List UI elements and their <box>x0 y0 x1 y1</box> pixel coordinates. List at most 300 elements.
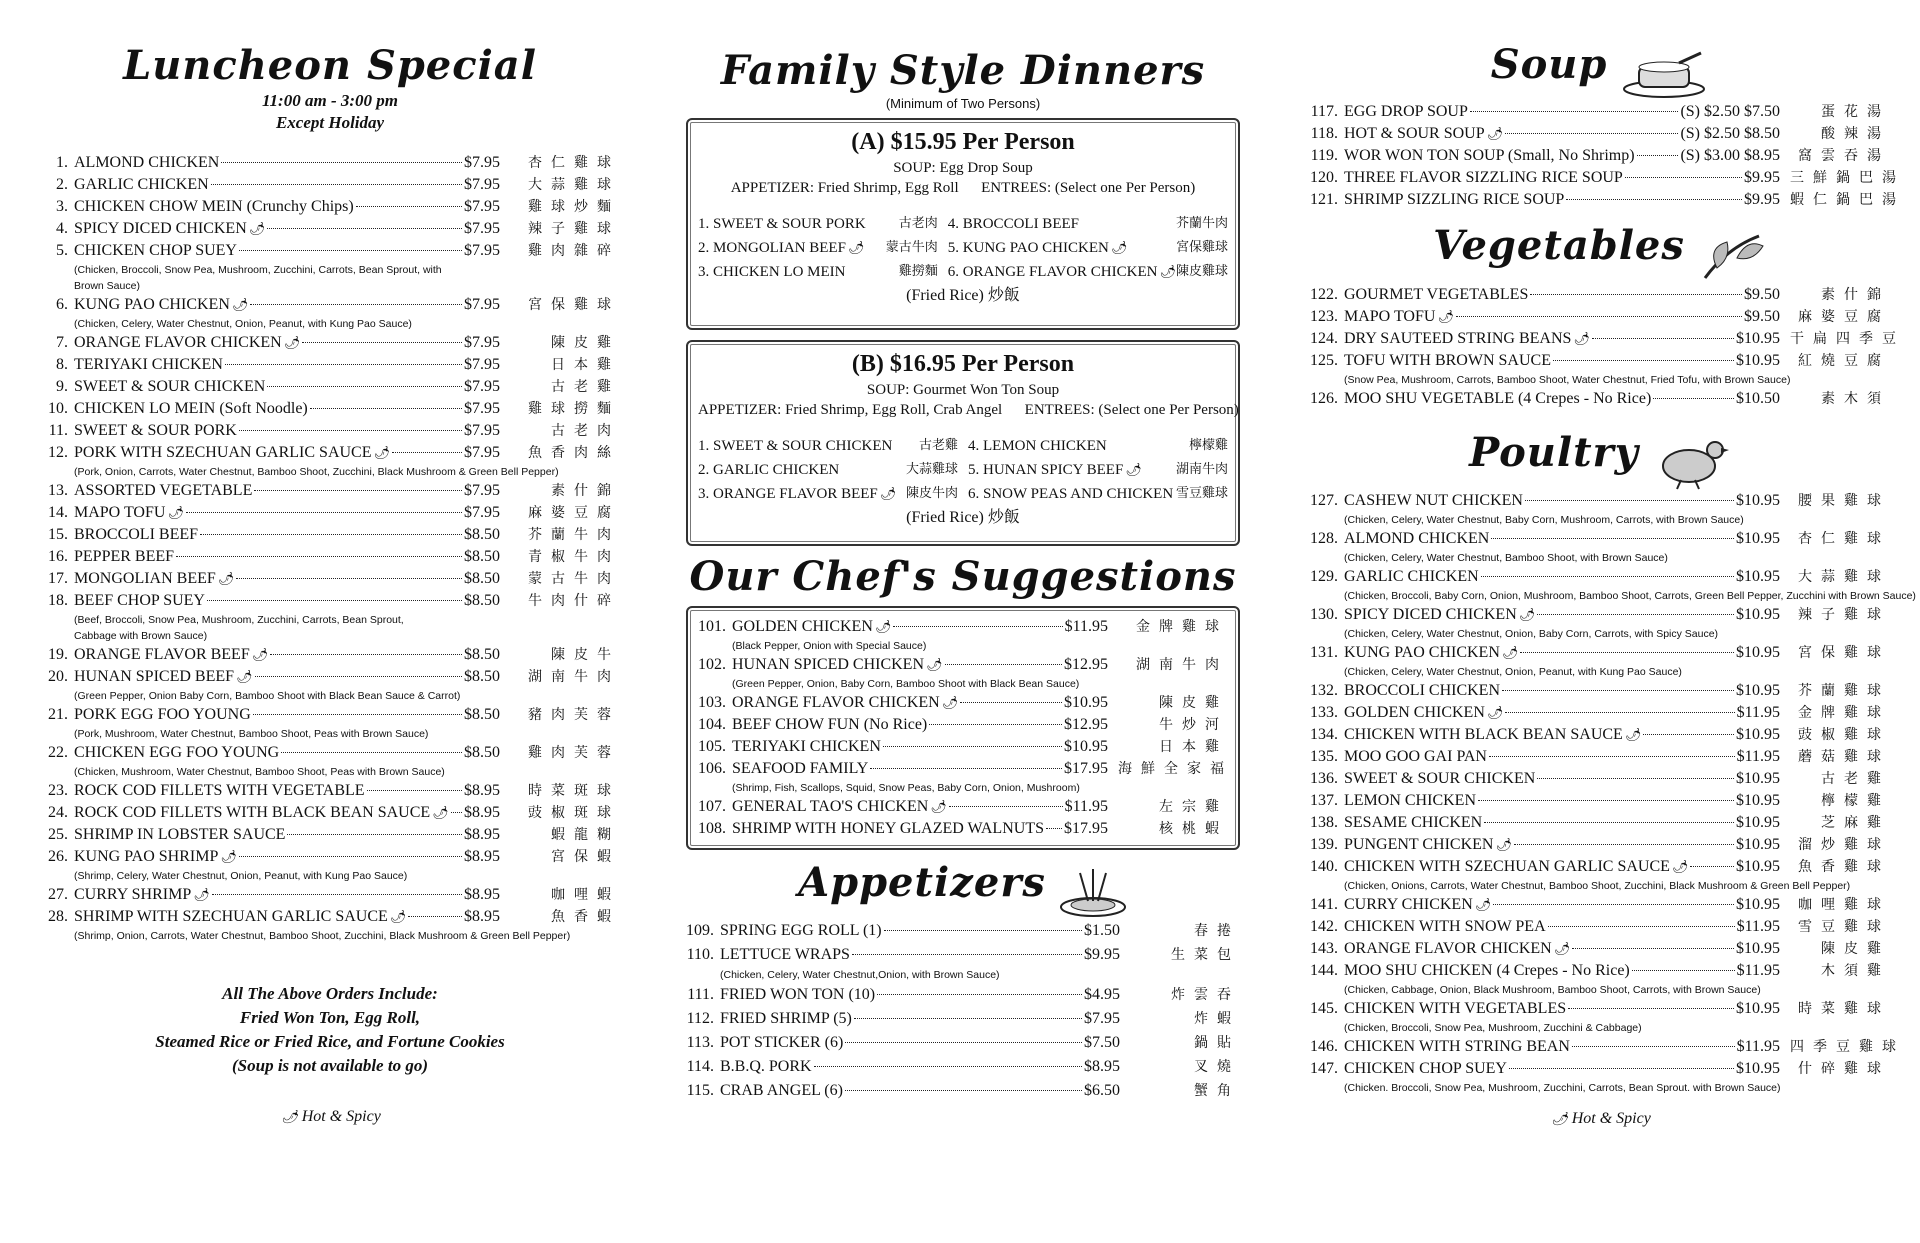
item-chinese-name: 日本雞 <box>1159 739 1228 755</box>
item-name: GOLDEN CHICKEN <box>732 618 873 635</box>
family-b-appetizer: APPETIZER: Fried Shrimp, Egg Roll, Crab Angel ENTREES: (Select one Per Person) <box>698 402 1239 418</box>
item-chinese-name: 蛋花湯 <box>1821 104 1890 121</box>
family-a-rice: (Fried Rice) 炒飯 <box>906 287 1020 304</box>
item-chinese-name: 古老雞 <box>1821 770 1890 787</box>
item-chinese-name: 素木須 <box>1821 390 1890 407</box>
dot-leader <box>1505 133 1678 134</box>
menu-item <box>1310 284 1890 306</box>
menu-item <box>686 1079 1240 1103</box>
menu-item <box>1310 350 1890 372</box>
dot-leader <box>1493 904 1734 905</box>
soup-pot-icon <box>1619 49 1709 99</box>
item-name: POT STICKER (6) <box>720 1034 844 1052</box>
item-description: (Snow Pea, Mushroom, Carrots, Bamboo Shoot, Water Chestnut, Fried Tofu, with Brown Sauce) <box>1344 373 1791 386</box>
dot-leader <box>1502 690 1734 691</box>
item-number: 102. <box>698 656 726 673</box>
vegetables-list <box>1310 284 1905 410</box>
item-number: 136. <box>1310 769 1338 787</box>
pepper-icon: 🌶 <box>1624 726 1642 742</box>
dot-leader <box>845 1090 1082 1091</box>
pepper-icon: 🌶 <box>930 799 947 814</box>
item-name: CHICKEN CHOP SUEY <box>1344 1059 1507 1077</box>
item-price: $10.95 <box>1736 999 1780 1017</box>
item-chinese-name: 陳皮雞 <box>551 335 620 351</box>
menu-item <box>40 240 620 262</box>
item-chinese-name: 大蒜雞球 <box>528 177 620 193</box>
item-chinese-name: 鍋貼 <box>1194 1035 1240 1052</box>
menu-item <box>40 420 620 442</box>
menu-item <box>40 546 620 568</box>
dot-leader <box>212 894 462 895</box>
item-name: ALMOND CHICKEN <box>1344 529 1490 547</box>
item-name: B.B.Q. PORK <box>720 1058 812 1076</box>
item-chinese-name: 雪豆雞球 <box>1798 918 1890 935</box>
item-number: 137. <box>1310 791 1338 809</box>
item-number: 128. <box>1310 529 1338 547</box>
item-name: PORK WITH SZECHUAN GARLIC SAUCE <box>74 444 372 461</box>
entree-name: 2. GARLIC CHICKEN <box>698 462 840 478</box>
dot-leader <box>207 600 462 601</box>
item-chinese-name: 牛肉什碎 <box>528 593 620 609</box>
pepper-icon: 🌶 <box>1671 858 1689 874</box>
dot-leader <box>1478 800 1734 801</box>
item-chinese-name: 麻婆豆腐 <box>528 505 620 521</box>
pepper-icon: 🌶 <box>167 505 184 520</box>
item-name: TOFU WITH BROWN SAUCE <box>1344 351 1551 369</box>
item-name: SWEET & SOUR CHICKEN <box>74 378 266 395</box>
item-number: 9. <box>56 378 68 395</box>
menu-item <box>40 742 620 764</box>
entree-chinese-name: 芥蘭牛肉 <box>1175 216 1228 231</box>
item-price: $9.50 <box>1744 307 1780 325</box>
item-description: Brown Sauce) <box>74 280 140 292</box>
pepper-icon: 🌶 <box>389 909 407 924</box>
dot-leader <box>225 364 462 365</box>
menu-item <box>1310 566 1890 588</box>
item-description: (Chicken, Broccoli, Snow Pea, Mushroom, Zucchini & Cabbage) <box>1344 1021 1642 1034</box>
dot-leader <box>1566 199 1742 200</box>
dot-leader <box>1690 866 1734 867</box>
hot-legend-label: Hot & Spicy <box>301 1108 381 1125</box>
item-price: $10.95 <box>1736 351 1780 369</box>
item-chinese-name: 杏仁雞球 <box>528 155 620 171</box>
menu-item <box>40 568 620 590</box>
item-description: (Chicken, Broccoli, Snow Pea, Mushroom, Zucchini, Carrots, Bean Sprout, with <box>74 264 442 276</box>
poultry-title: Poultry <box>1469 428 1639 476</box>
item-price: $8.50 <box>464 570 500 587</box>
item-price: (S) $2.50 $8.50 <box>1680 125 1780 143</box>
footer-line: Steamed Rice or Fried Rice, and Fortune Cookies <box>155 1032 505 1051</box>
item-price: $10.95 <box>1736 813 1780 831</box>
item-price: $11.95 <box>1736 1037 1780 1055</box>
dot-leader <box>1514 844 1734 845</box>
dot-leader <box>1530 294 1742 295</box>
item-number: 6. <box>56 296 68 313</box>
item-number: 4. <box>56 220 68 237</box>
pepper-icon: 🌶 <box>1110 240 1128 255</box>
family-entree <box>968 482 1228 506</box>
menu-item <box>40 332 620 354</box>
item-name: SHRIMP SIZZLING RICE SOUP <box>1344 191 1565 209</box>
item-chinese-name: 大蒜雞球 <box>1798 568 1890 585</box>
item-price: $4.95 <box>1084 986 1120 1004</box>
item-number: 18. <box>48 592 68 609</box>
item-number: 125. <box>1310 351 1338 369</box>
entree-chinese-name: 陳皮雞球 <box>1175 264 1228 279</box>
item-chinese-name: 素什錦 <box>1821 286 1890 303</box>
item-price: $10.95 <box>1736 895 1780 913</box>
dot-leader <box>239 430 462 431</box>
item-number: 105. <box>698 738 726 755</box>
item-price: $10.95 <box>1736 791 1780 809</box>
item-price: $11.95 <box>1736 747 1780 765</box>
dot-leader <box>854 1018 1082 1019</box>
item-name: KUNG PAO CHICKEN <box>1344 643 1500 661</box>
item-name: LEMON CHICKEN <box>1344 791 1476 809</box>
item-price: $9.95 <box>1744 191 1780 209</box>
item-description: (Chicken, Celery, Water Chestnut, Onion, Peanut, with Kung Pao Sauce) <box>1344 665 1682 678</box>
menu-item <box>1310 680 1890 702</box>
item-description: (Chicken, Celery, Water Chestnut, Baby Corn, Mushroom, Carrots, with Brown Sauce) <box>1344 513 1744 526</box>
item-price: $10.50 <box>1736 389 1780 407</box>
item-chinese-name: 左宗雞 <box>1159 799 1228 815</box>
luncheon-except: Except Holiday <box>275 113 385 132</box>
item-chinese-name: 腰果雞球 <box>1798 492 1890 509</box>
item-number: 142. <box>1310 917 1338 935</box>
luncheon-column <box>40 0 620 1126</box>
item-name: SHRIMP WITH HONEY GLAZED WALNUTS <box>732 820 1044 837</box>
item-number: 145. <box>1310 999 1338 1017</box>
hot-legend <box>40 1108 620 1126</box>
menu-item <box>40 802 620 824</box>
item-name: MOO SHU CHICKEN (4 Crepes - No Rice) <box>1344 961 1630 979</box>
item-price: $8.95 <box>464 804 500 821</box>
dot-leader <box>870 768 1062 769</box>
item-description: (Chicken, Celery, Water Chestnut,Onion, with Brown Sauce) <box>720 969 1000 982</box>
item-number: 117. <box>1310 103 1338 121</box>
item-name: KUNG PAO CHICKEN <box>74 296 230 313</box>
item-chinese-name: 叉燒 <box>1194 1059 1240 1076</box>
menu-item <box>686 1007 1240 1031</box>
menu-item <box>40 376 620 398</box>
entree-chinese-name: 古老肉 <box>898 216 938 231</box>
family-entree <box>698 434 958 458</box>
family-minimum: (Minimum of Two Persons) <box>885 96 1041 111</box>
item-price: $10.95 <box>1736 567 1780 585</box>
item-price: $10.95 <box>1736 857 1780 875</box>
item-chinese-name: 芝麻雞 <box>1821 814 1890 831</box>
right-column <box>1310 0 1916 1128</box>
menu-item <box>40 218 620 240</box>
pepper-icon: 🌶 <box>1474 896 1492 912</box>
menu-item <box>40 502 620 524</box>
menu-item <box>40 644 620 666</box>
item-name: CHICKEN LO MEIN (Soft Noodle) <box>74 400 308 417</box>
item-name: CHICKEN WITH SZECHUAN GARLIC SAUCE <box>1344 857 1670 875</box>
soup-list <box>1310 101 1905 211</box>
menu-item <box>40 294 620 316</box>
dot-leader <box>1632 970 1735 971</box>
item-price: $10.95 <box>1736 1059 1780 1077</box>
item-name: SPICY DICED CHICKEN <box>1344 605 1517 623</box>
menu-item <box>1310 998 1890 1020</box>
dot-leader <box>845 1042 1082 1043</box>
menu-item <box>698 758 1233 780</box>
item-number: 113. <box>686 1034 714 1052</box>
item-chinese-name: 蝦仁鍋巴湯 <box>1790 192 1905 209</box>
item-number: 27. <box>48 886 68 903</box>
item-name: MOO GOO GAI PAN <box>1344 747 1487 765</box>
item-name: SWEET & SOUR CHICKEN <box>1344 769 1536 787</box>
dot-leader <box>1456 316 1742 317</box>
item-chinese-name: 雞球炒麵 <box>528 199 620 215</box>
item-chinese-name: 辣子雞球 <box>1798 606 1890 623</box>
dot-leader <box>877 994 1082 995</box>
dot-leader <box>1553 360 1734 361</box>
menu-item <box>40 442 620 464</box>
item-number: 103. <box>698 694 726 711</box>
item-name: GARLIC CHICKEN <box>1344 567 1479 585</box>
dot-leader <box>945 664 1062 665</box>
family-entree <box>698 212 938 236</box>
item-chinese-name: 牛炒河 <box>1159 717 1228 733</box>
item-number: 23. <box>48 782 68 799</box>
item-name: SWEET & SOUR PORK <box>74 422 237 439</box>
pepper-icon: 🌶 <box>1495 836 1512 852</box>
item-price: $10.95 <box>1736 835 1780 853</box>
dot-leader <box>250 304 462 305</box>
dot-leader <box>1505 712 1734 713</box>
luncheon-hours: 11:00 am - 3:00 pm <box>262 91 398 110</box>
dot-leader <box>1572 1046 1735 1047</box>
item-name: HUNAN SPICED BEEF <box>74 668 235 685</box>
item-name: MONGOLIAN BEEF <box>74 570 216 587</box>
family-entree <box>698 458 958 482</box>
menu-item <box>1310 123 1890 145</box>
item-name: PORK EGG FOO YOUNG <box>74 706 251 723</box>
dot-leader <box>270 654 462 655</box>
item-name: SHRIMP IN LOBSTER SAUCE <box>74 826 286 843</box>
item-number: 14. <box>48 504 68 521</box>
family-a-title: (A) $15.95 Per Person <box>851 129 1075 155</box>
item-number: 2. <box>56 176 68 193</box>
item-chinese-name: 麻婆豆腐 <box>1798 308 1890 325</box>
appetizers-header <box>668 858 1258 919</box>
dot-leader <box>310 408 462 409</box>
item-name: LETTUCE WRAPS <box>720 946 850 964</box>
item-price: $7.95 <box>464 198 500 215</box>
pepper-icon: 🌶 <box>1486 126 1504 142</box>
entree-chinese-name: 蒙古牛肉 <box>885 240 938 255</box>
menu-item <box>1310 1058 1890 1080</box>
family-entree <box>948 260 1228 284</box>
menu-item <box>1310 145 1890 167</box>
dot-leader <box>1491 538 1734 539</box>
entree-name: 5. KUNG PAO CHICKEN 🌶 <box>947 240 1128 256</box>
item-name: MOO SHU VEGETABLE (4 Crepes - No Rice) <box>1344 389 1652 407</box>
item-price: $10.95 <box>1736 643 1780 661</box>
item-description: (Chicken, Onions, Carrots, Water Chestnut, Bamboo Shoot, Zucchini, Black Mushroom & Green Bell Pepper) <box>1344 879 1851 892</box>
item-chinese-name: 咖哩雞球 <box>1798 896 1890 913</box>
item-number: 17. <box>48 570 68 587</box>
menu-item <box>1310 768 1890 790</box>
dot-leader <box>281 752 462 753</box>
dot-leader <box>221 162 462 163</box>
item-price: $9.95 <box>1744 169 1780 187</box>
item-price: $7.95 <box>464 296 500 313</box>
appetizers-title: Appetizers <box>798 859 1046 906</box>
item-number: 134. <box>1310 725 1338 743</box>
pepper-icon: 🌶 <box>1553 940 1571 956</box>
dot-leader <box>267 386 462 387</box>
item-price: $8.50 <box>464 646 500 663</box>
item-chinese-name: 蒙古牛肉 <box>528 571 620 587</box>
item-chinese-name: 雞球撈麵 <box>528 401 620 417</box>
item-chinese-name: 陳皮雞 <box>1821 940 1890 957</box>
item-description: Cabbage with Brown Sauce) <box>74 630 208 642</box>
item-price: $8.95 <box>464 886 500 903</box>
item-number: 122. <box>1310 285 1338 303</box>
poultry-list <box>1310 490 1916 1096</box>
item-number: 22. <box>48 744 68 761</box>
dot-leader <box>814 1066 1082 1067</box>
item-number: 1. <box>56 154 68 171</box>
item-price: $11.95 <box>1064 618 1108 635</box>
menu-item <box>1310 388 1890 410</box>
item-name: ROCK COD FILLETS WITH VEGETABLE <box>74 782 365 799</box>
item-name: BEEF CHOP SUEY <box>74 592 205 609</box>
item-chinese-name: 豉椒雞球 <box>1798 726 1890 743</box>
item-chinese-name: 魚香肉絲 <box>528 445 620 461</box>
item-chinese-name: 酸辣湯 <box>1821 126 1890 143</box>
dot-leader <box>254 490 462 491</box>
item-name: CHICKEN WITH STRING BEAN <box>1344 1037 1570 1055</box>
dot-leader <box>392 452 462 453</box>
item-name: ORANGE FLAVOR BEEF <box>74 646 250 663</box>
menu-item <box>1310 490 1890 512</box>
item-description: (Pork, Onion, Carrots, Water Chestnut, Bamboo Shoot, Zucchini, Black Mushroom & Green Bell Pepper) <box>74 466 559 478</box>
item-chinese-name: 芥蘭牛肉 <box>528 527 620 543</box>
dot-leader <box>236 578 462 579</box>
item-number: 108. <box>698 820 726 837</box>
vegetables-header <box>1310 221 1890 283</box>
item-price: $7.95 <box>464 422 500 439</box>
entree-name: 2. MONGOLIAN BEEF 🌶 <box>698 240 865 256</box>
item-chinese-name: 什碎雞球 <box>1798 1060 1890 1077</box>
menu-item <box>698 714 1228 736</box>
item-price: $8.95 <box>464 908 500 925</box>
entree-name: 3. ORANGE FLAVOR BEEF 🌶 <box>698 486 897 502</box>
item-name: CURRY SHRIMP <box>74 886 192 903</box>
family-a-entrees <box>698 212 1228 284</box>
item-number: 104. <box>698 716 726 733</box>
dot-leader <box>1046 828 1062 829</box>
item-price: (S) $2.50 $7.50 <box>1680 103 1780 121</box>
item-price: $10.95 <box>1736 769 1780 787</box>
item-name: GOLDEN CHICKEN <box>1344 703 1485 721</box>
entree-chinese-name: 古老雞 <box>918 438 958 453</box>
dot-leader <box>211 184 462 185</box>
item-chinese-name: 生菜包 <box>1171 947 1240 964</box>
menu-item <box>40 524 620 546</box>
item-chinese-name: 宮保雞球 <box>1798 644 1890 661</box>
item-description: (Shrimp, Celery, Water Chestnut, Onion, Peanut, with Kung Pao Sauce) <box>74 870 408 882</box>
pepper-icon: 🌶 <box>432 805 449 820</box>
item-number: 144. <box>1310 961 1338 979</box>
entree-name: 4. BROCCOLI BEEF <box>947 216 1079 232</box>
item-price: $7.95 <box>464 334 500 351</box>
item-number: 7. <box>56 334 68 351</box>
menu-item <box>698 736 1228 758</box>
item-chinese-name: 湖南牛肉 <box>528 669 620 685</box>
entree-chinese-name: 陳皮牛肉 <box>905 486 958 501</box>
item-chinese-name: 咖哩蝦 <box>551 887 620 903</box>
item-name: CASHEW NUT CHICKEN <box>1344 491 1523 509</box>
item-chinese-name: 魚香蝦 <box>551 909 620 925</box>
item-chinese-name: 辣子雞球 <box>528 221 620 237</box>
item-name: TERIYAKI CHICKEN <box>732 738 881 755</box>
item-number: 132. <box>1310 681 1338 699</box>
item-price: $1.50 <box>1084 922 1120 940</box>
dot-leader <box>451 812 462 813</box>
item-price: $8.50 <box>464 744 500 761</box>
family-title: Family Style Dinners <box>720 47 1206 94</box>
item-chinese-name: 春捲 <box>1194 923 1240 940</box>
item-chinese-name: 窩雲吞湯 <box>1798 148 1890 165</box>
pepper-icon: 🌶 <box>251 647 269 662</box>
menu-item <box>698 692 1228 714</box>
item-price: $7.95 <box>464 356 500 373</box>
item-price: $8.50 <box>464 592 500 609</box>
item-number: 20. <box>48 668 68 685</box>
item-name: FRIED SHRIMP (5) <box>720 1010 852 1028</box>
pepper-icon: 🌶 <box>236 669 253 684</box>
menu-item <box>1310 834 1890 856</box>
item-number: 11. <box>48 422 68 439</box>
menu-item <box>1310 189 1905 211</box>
entree-chinese-name: 大蒜雞球 <box>905 462 958 477</box>
dot-leader <box>1489 756 1735 757</box>
item-description: (Beef, Broccoli, Snow Pea, Mushroom, Zucchini, Carrots, Bean Sprout, <box>74 614 404 626</box>
item-price: $7.95 <box>464 220 500 237</box>
menu-item <box>1310 642 1890 664</box>
item-number: 109. <box>686 922 714 940</box>
item-name: PUNGENT CHICKEN <box>1344 835 1494 853</box>
appetizers-list <box>686 919 1240 1103</box>
item-number: 118. <box>1310 125 1338 143</box>
dot-leader <box>200 534 462 535</box>
poultry-header <box>1310 428 1890 490</box>
dot-leader <box>1520 652 1734 653</box>
luncheon-list <box>40 152 620 944</box>
item-chinese-name: 炸蝦 <box>1194 1011 1240 1028</box>
dot-leader <box>408 916 462 917</box>
dot-leader <box>929 724 1062 725</box>
item-name: CHICKEN WITH VEGETABLES <box>1344 999 1567 1017</box>
item-price: $10.95 <box>1736 491 1780 509</box>
item-chinese-name: 干扁四季豆 <box>1790 330 1905 347</box>
item-number: 147. <box>1310 1059 1338 1077</box>
menu-item <box>40 590 620 612</box>
dot-leader <box>1568 1008 1734 1009</box>
item-name: HUNAN SPICED CHICKEN <box>732 656 925 673</box>
item-chinese-name: 古老雞 <box>551 379 620 395</box>
soup-title: Soup <box>1490 41 1608 88</box>
pepper-icon: 🌶 <box>926 657 943 672</box>
menu-item <box>40 196 620 218</box>
item-number: 19. <box>48 646 68 663</box>
family-entree <box>698 482 958 506</box>
